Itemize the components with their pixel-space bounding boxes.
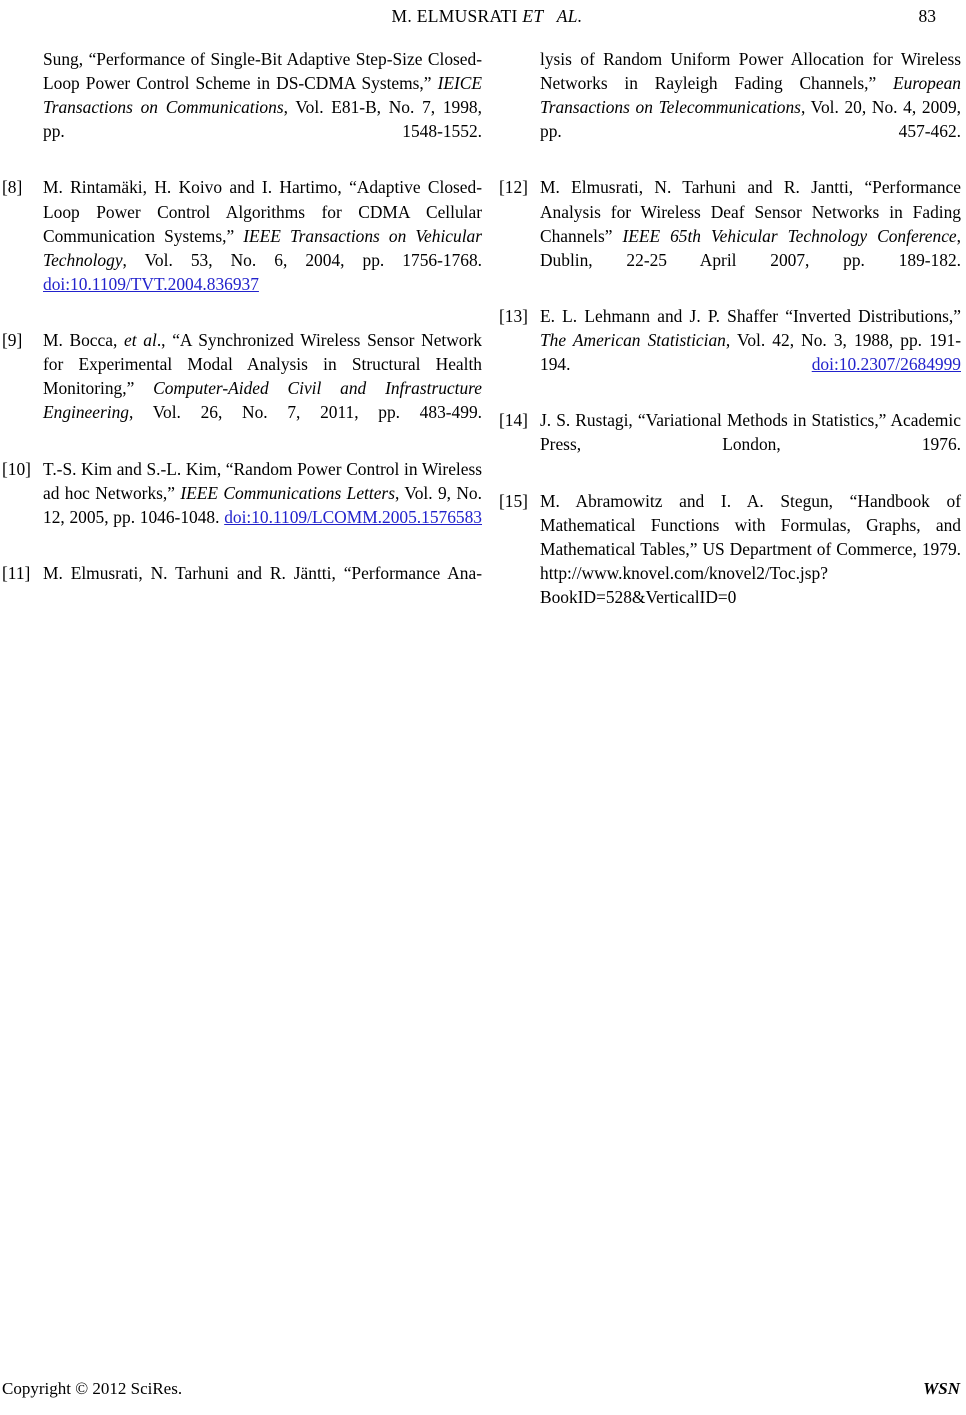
reference-entry bbox=[499, 175, 961, 295]
reference-entry bbox=[2, 328, 482, 448]
text-run: , Vol. 26, No. 7, 2011, pp. 483-499. bbox=[128, 402, 482, 423]
left-column bbox=[2, 47, 482, 617]
reference-entry bbox=[499, 489, 961, 634]
reference-text bbox=[43, 561, 482, 609]
doi-link[interactable]: doi:10.1109/LCOMM.2005.1576583 bbox=[224, 506, 482, 527]
reference-continuation bbox=[2, 47, 482, 167]
left-reference-items bbox=[2, 175, 482, 609]
italic-title: IEEE 65th Vehicular Technology Conference bbox=[622, 225, 957, 246]
reference-label: [10] bbox=[2, 458, 31, 479]
reference-text bbox=[540, 408, 961, 480]
italic-title: Computer-Aided Civil and Infrastructure Engineering bbox=[43, 378, 482, 423]
text-run: J. S. Rustagi, “Variational Methods in Statistics,” Academic Press, London, 1976. bbox=[540, 410, 961, 455]
italic-title: IEEE Communications Letters bbox=[180, 482, 395, 503]
running-head-title bbox=[38, 6, 936, 27]
doi-link[interactable]: doi:10.2307/2684999 bbox=[811, 354, 961, 375]
text-run: , Vol. 42, No. 3, 1988, pp. 191-194. bbox=[540, 330, 961, 375]
text-run: M. Elmusrati, N. Tarhuni and R. Jantti, “Performance Analysis for Wireless Deaf Sensor Networks in Fading Channels” bbox=[540, 177, 961, 246]
reference-entry bbox=[2, 175, 482, 320]
italic-title: IEICE Transactions on Communications bbox=[43, 73, 482, 118]
text-run: ., “A Synchronized Wireless Sensor Network for Experimental Modal Analysis in Structural Health Monitoring,” bbox=[43, 330, 482, 399]
text-run: lysis of Random Uniform Power Allocation for Wireless Networks in Rayleigh Fading Channels,” bbox=[540, 49, 961, 94]
text-run: T.-S. Kim and S.-L. Kim, “Random Power Control in Wireless ad hoc Networks,” bbox=[43, 458, 482, 503]
page-number: 83 bbox=[918, 6, 936, 26]
text-run: E. L. Lehmann and J. P. Shaffer “Inverted Distributions,” bbox=[540, 305, 961, 326]
reference-text bbox=[540, 489, 961, 634]
text-run: Sung, “Performance of Single-Bit Adaptive Step-Size Closed-Loop Power Control Scheme in DS-CDMA Systems,” bbox=[43, 49, 482, 94]
reference-text bbox=[540, 304, 961, 400]
italic-title: The American Statistician bbox=[540, 330, 726, 351]
reference-continuation bbox=[499, 47, 961, 167]
italic-title: IEEE Transactions on Vehicular Technology bbox=[43, 225, 482, 270]
text-run: M. Abramowitz and I. A. Stegun, “Handbook of Mathematical Functions with Formulas, Graphs, and Mathematical Tables,” US Department of Commerce, 1979. bbox=[540, 490, 961, 559]
text-run: , Vol. 9, No. 12, 2005, pp. 1046-1048. bbox=[43, 482, 482, 527]
reference-entry bbox=[2, 561, 482, 609]
doi-link[interactable]: doi:10.1109/TVT.2004.836937 bbox=[43, 273, 259, 294]
reference-entry bbox=[499, 408, 961, 480]
running-head-authors: M. ELMUSRATI bbox=[391, 6, 523, 26]
text-run: M. Bocca, bbox=[43, 330, 125, 351]
url-text: http://www.knovel.com/knovel2/Toc.jsp?BookID=528&VerticalID=0 bbox=[540, 562, 828, 607]
reference-label: [8] bbox=[2, 177, 23, 198]
text-run: , Vol. E81-B, No. 7, 1998, pp. 1548-1552. bbox=[43, 97, 482, 142]
reference-label: [11] bbox=[2, 562, 31, 583]
italic-title: et al bbox=[124, 330, 157, 351]
text-run: M. Rintamäki, H. Koivo and I. Hartimo, “Adaptive Closed-Loop Power Control Algorithms for CDMA Cellular Communication Systems,” bbox=[43, 177, 482, 246]
text-run: , Vol. 53, No. 6, 2004, pp. 1756-1768. bbox=[122, 249, 482, 270]
journal-abbreviation: WSN bbox=[923, 1379, 960, 1398]
running-head-etal: ET AL. bbox=[522, 6, 583, 26]
text-run: , Dublin, 22-25 April 2007, pp. 189-182. bbox=[540, 225, 962, 270]
right-reference-items bbox=[499, 175, 961, 633]
reference-text bbox=[540, 175, 961, 295]
reference-text bbox=[540, 47, 961, 167]
reference-text bbox=[43, 328, 482, 448]
page-footer bbox=[0, 1379, 966, 1403]
reference-label: [15] bbox=[499, 490, 528, 511]
reference-label: [12] bbox=[499, 177, 528, 198]
reference-entry bbox=[2, 457, 482, 553]
reference-label: [9] bbox=[2, 330, 23, 351]
right-column bbox=[499, 47, 961, 641]
italic-title: European Transactions on Telecommunications bbox=[540, 73, 961, 118]
reference-label: [14] bbox=[499, 410, 528, 431]
reference-entry bbox=[499, 304, 961, 400]
text-run: , Vol. 20, No. 4, 2009, pp. 457-462. bbox=[540, 97, 961, 142]
reference-text bbox=[43, 47, 482, 167]
text-run: M. Elmusrati, N. Tarhuni and R. Jäntti, “Performance Ana- bbox=[43, 562, 482, 583]
running-head bbox=[38, 6, 936, 28]
reference-text bbox=[43, 457, 482, 553]
copyright-notice: Copyright © 2012 SciRes. bbox=[2, 1379, 183, 1398]
reference-text bbox=[43, 175, 482, 320]
reference-label: [13] bbox=[499, 305, 528, 326]
